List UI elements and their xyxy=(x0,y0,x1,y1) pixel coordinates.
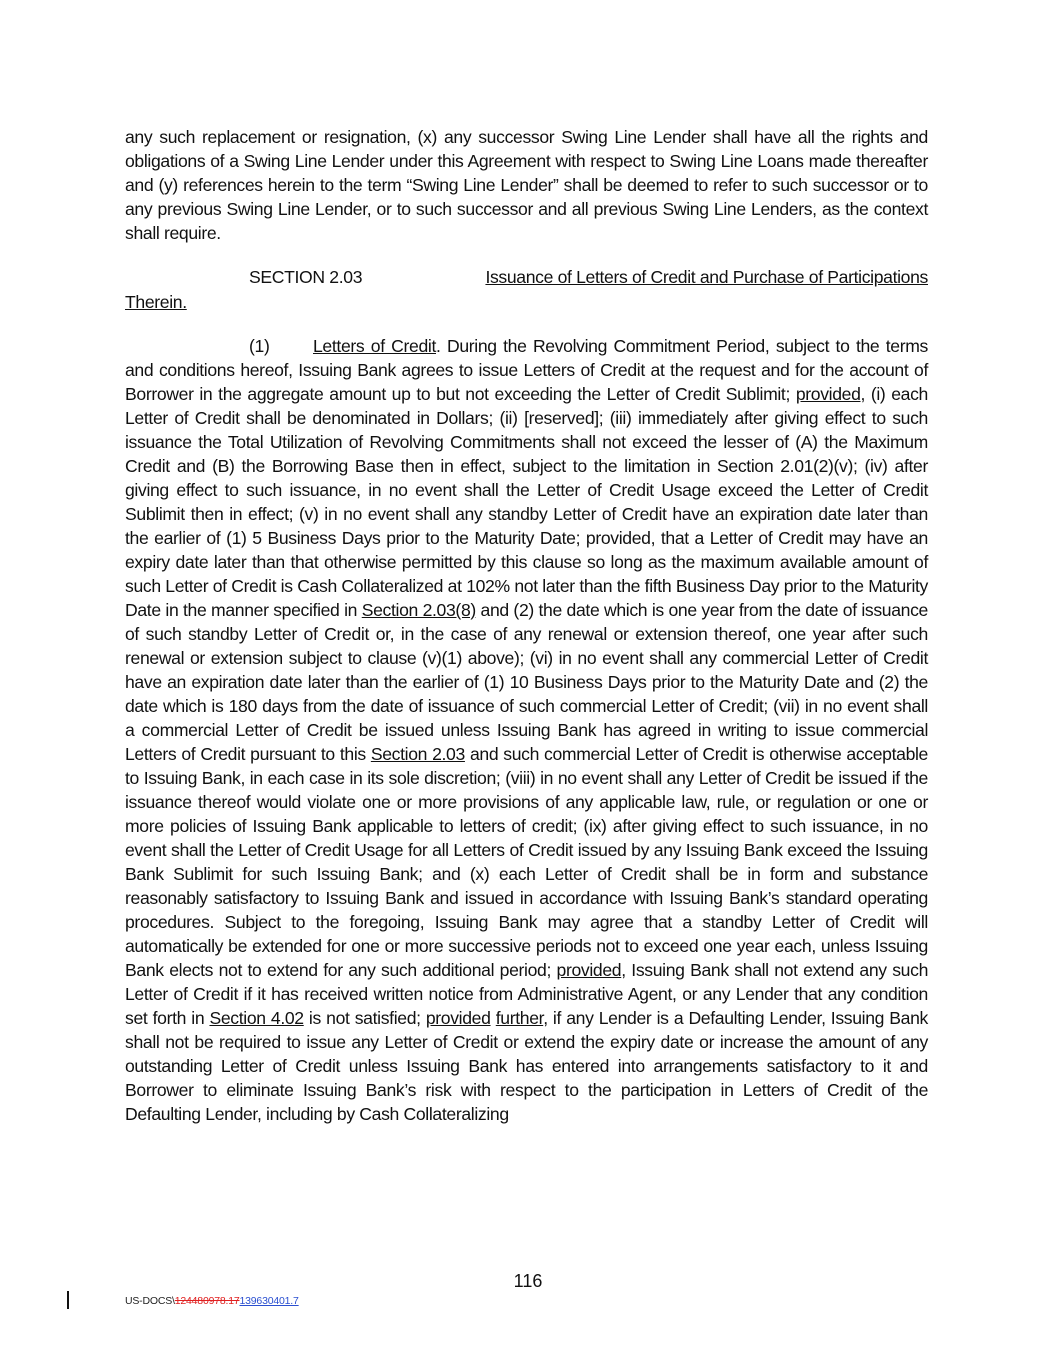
provided-term: provided xyxy=(795,384,861,404)
section-reference: Section 2.03 xyxy=(370,744,465,764)
clause-text: , Issuing Bank shall not extend any such Letter of Credit if it has received written notice from Administrative Agent, or any Lender that any condition set forth in xyxy=(125,960,929,1028)
change-bar xyxy=(67,1291,69,1309)
doc-id-deleted: 124480978.17 xyxy=(174,1295,240,1307)
doc-id-prefix: US-DOCS\ xyxy=(125,1295,175,1307)
provided-term: provided xyxy=(556,960,622,980)
clause-text: , if any Lender is a Defaulting Lender, Issuing Bank shall not be required to issue any Letter of Credit or extend the expiry date or increase the amount of any outstanding Letter of Credit unless Issuing Bank has entered into arrangements satisfactory to it and Borrower to eliminate Issuing Bank’s risk with respect to the participation in Letters of Credit of the Defaulting Lender, including by Cash Collateralizing xyxy=(125,1008,928,1124)
paragraph-continuation: any such replacement or resignation, (x) any successor Swing Line Lender shall have all the rights and obligations of a Swing Line Lender under this Agreement with respect to Swing Line Loans made thereafter and (y) references herein to the term “Swing Line Lender” shall be deemed to refer to such successor or to any previous Swing Line Lender, or to such successor and all previous Swing Line Lenders, as the context shall require. xyxy=(125,127,928,243)
clause-number: (1) xyxy=(249,336,270,356)
document-id xyxy=(125,1294,299,1308)
section-reference: Section 2.03(8) xyxy=(361,600,476,620)
paragraph-letters-of-credit xyxy=(125,334,928,1126)
page-number: 116 xyxy=(513,1271,543,1291)
section-title-continued: Therein. xyxy=(125,292,187,312)
further-term: further xyxy=(495,1008,544,1028)
clause-text: . During the Revolving Commitment Period, subject to the terms and conditions hereof, Issuing Bank agrees to issue Letters of Credit at the request and for the account of Borrower in the aggregate amount up to but not exceeding the Letter of Credit Sublimit; xyxy=(125,336,929,404)
clause-heading: Letters of Credit xyxy=(313,336,436,356)
clause-text: , (i) each Letter of Credit shall be denominated in Dollars; (ii) [reserved]; (iii) immediately after giving effect to such issuance the Total Utilization of Revolving Commitments shall not exceed the lesser of (A) the Maximum Credit and (B) the Borrowing Base then in effect, subject to the limitation in Section 2.01(2)(v); (iv) after giving effect to such issuance, in no event shall the Letter of Credit Usage exceed the Letter of Credit Sublimit then in effect; (v) in no event shall any standby Letter of Credit have an expiration date later than the earlier of (1) 5 Business Days prior to the Maturity Date; provided, that a Letter of Credit may have an expiry date later than that otherwise permitted by this clause so long as the maximum available amount of such Letter of Credit is Cash Collateralized at 102% not later than the fifth Business Day prior to the Maturity Date in the manner specified in xyxy=(125,384,928,620)
section-number: SECTION 2.03 xyxy=(249,267,363,287)
provided-term: provided xyxy=(425,1008,491,1028)
clause-text: is not satisfied; xyxy=(303,1008,426,1028)
doc-id-inserted: 139630401.7 xyxy=(239,1295,299,1307)
clause-text: and (2) the date which is one year from the date of issuance of such standby Letter of Credit or, in the case of any renewal or extension thereof, one year after such renewal or extension subject to clause (v)(1) above); (vi) in no event shall any commercial Letter of Credit have an expiration date later than the earlier of (1) 10 Business Days prior to the Maturity Date and (2) the date which is 180 days from the date of issuance of such commercial Letter of Credit; (vii) in no event shall a commercial Letter of Credit be issued unless Issuing Bank has agreed in writing to issue commercial Letters of Credit pursuant to this xyxy=(125,600,928,764)
section-reference: Section 4.02 xyxy=(209,1008,304,1028)
section-title: Issuance of Letters of Credit and Purchase of Participations xyxy=(485,267,928,287)
clause-text: and such commercial Letter of Credit is otherwise acceptable to Issuing Bank, in each case in its sole discretion; (viii) in no event shall any Letter of Credit be issued if the issuance thereof would violate one or more provisions of any applicable law, rule, or regulation or one or more policies of Issuing Bank applicable to letters of credit; (ix) after giving effect to such issuance, in no event shall the Letter of Credit Usage for all Letters of Credit issued by any Issuing Bank exceed the Issuing Bank Sublimit for such Issuing Bank; and (x) each Letter of Credit shall be in form and substance reasonably satisfactory to Issuing Bank and issued in accordance with Issuing Bank’s standard operating procedures. Subject to the foregoing, Issuing Bank may agree that a standby Letter of Credit will automatically be extended for one or more successive periods not to exceed one year each, unless Issuing Bank elects not to extend for any such additional period; xyxy=(125,744,928,980)
